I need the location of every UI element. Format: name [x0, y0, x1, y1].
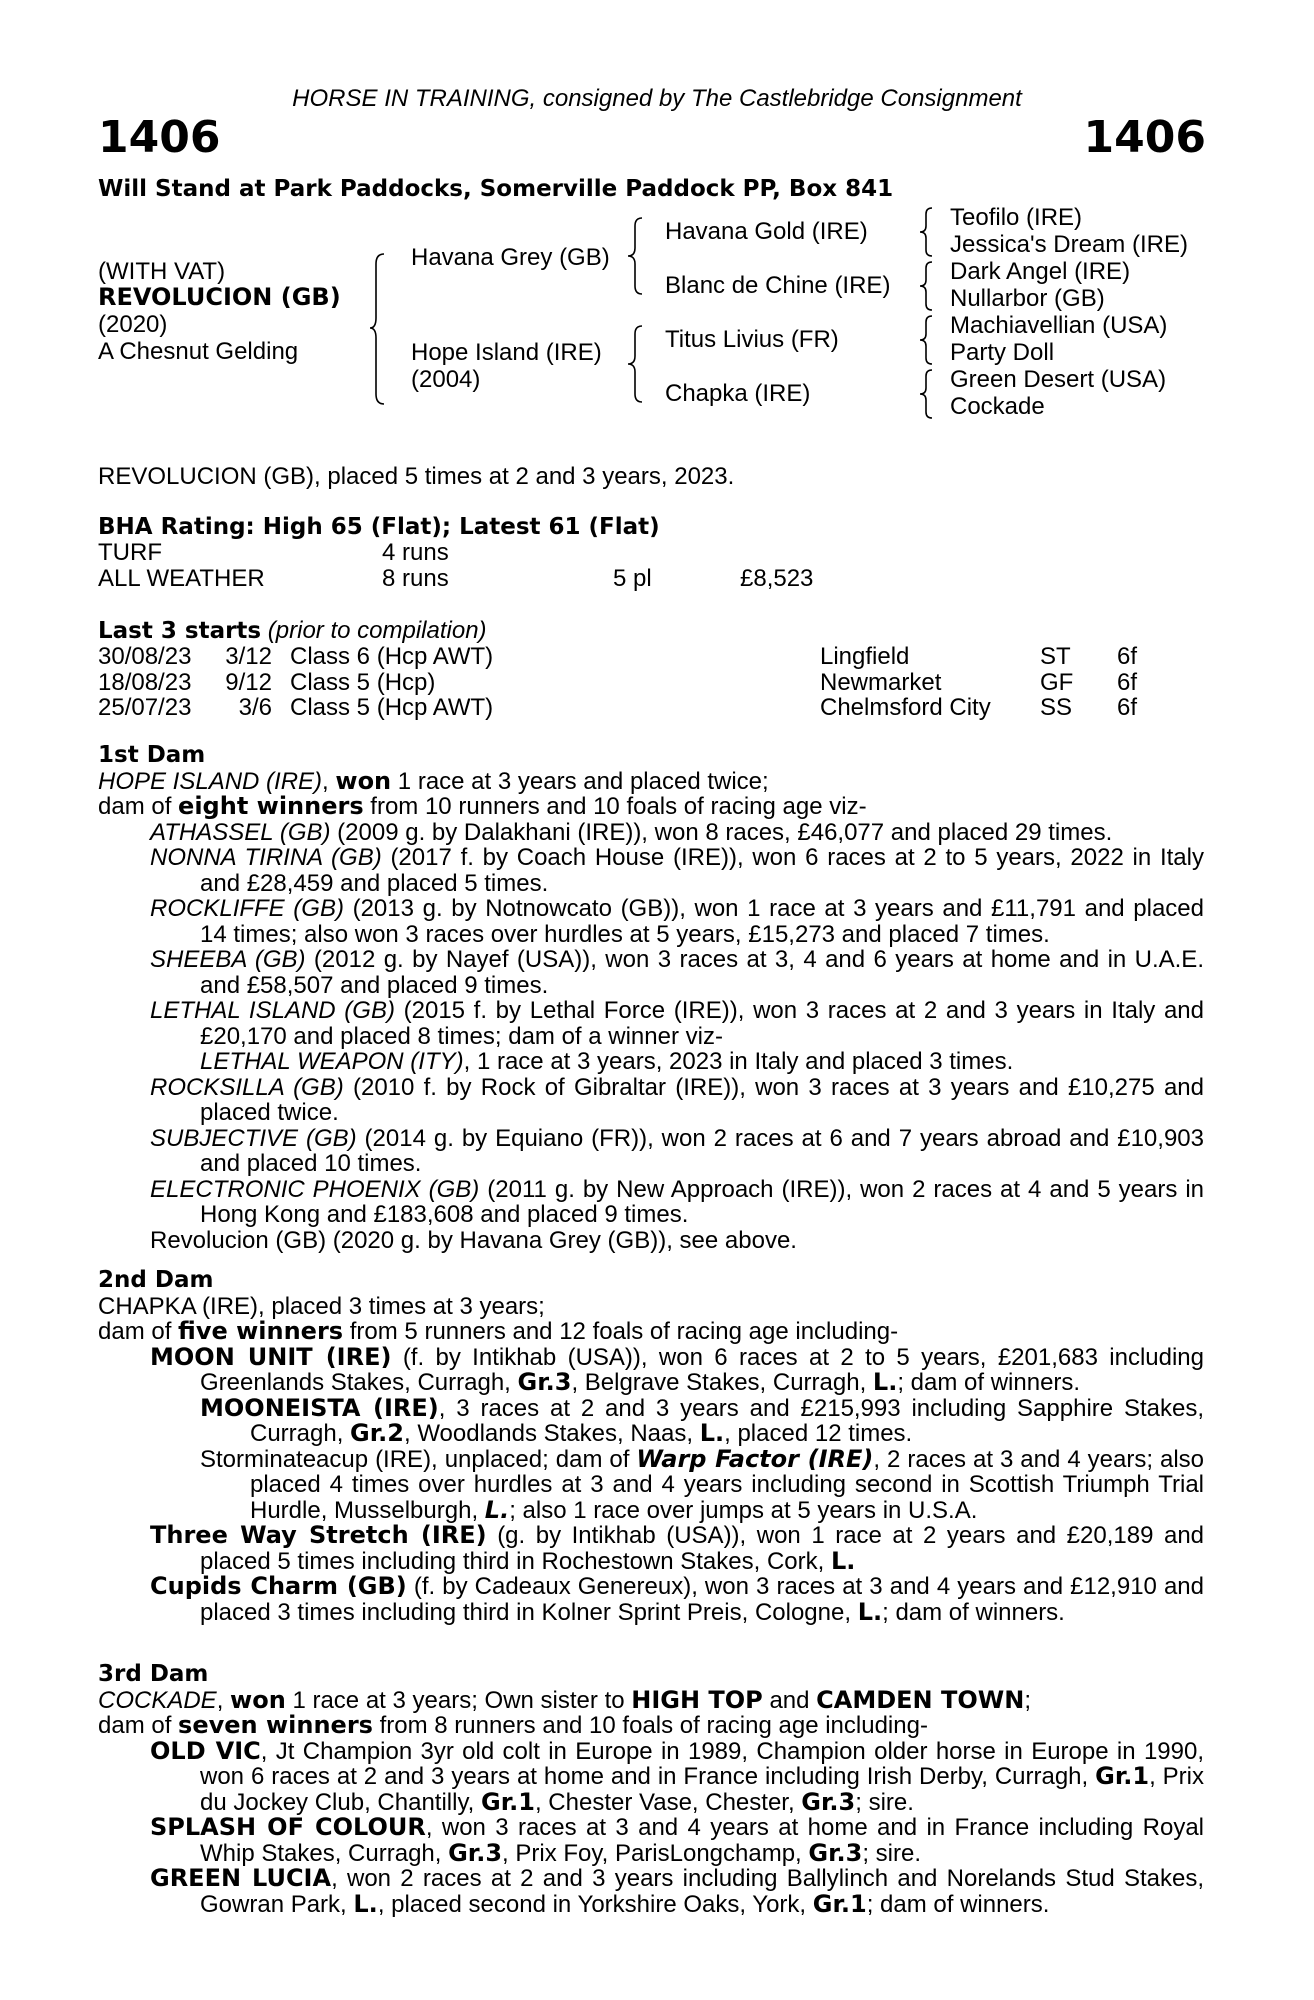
text-segment: ; dam of winners. [882, 1598, 1065, 1626]
text-segment: from 8 runners and 10 foals of racing age including- [372, 1712, 928, 1739]
text-segment: ; sire. [855, 1788, 914, 1816]
progeny-record: (2009 g. by Dalakhani (IRE)), won 8 races, £46,077 and placed 29 times. [330, 818, 1113, 846]
lot-number-right: 1406 [1083, 112, 1206, 163]
first-dam-winners: eight winners [178, 792, 364, 820]
aw-prize: £8,523 [740, 565, 814, 592]
text-segment: 1 race at 3 years; Own sister to [285, 1686, 632, 1714]
listed-label: L. [353, 1889, 378, 1918]
second-dam-line2 [98, 1319, 1204, 1345]
pedigree-sss: Teofilo (IRE) [950, 204, 1083, 231]
sibling-name: HIGH TOP [631, 1685, 763, 1714]
text-segment: , placed 12 times. [724, 1420, 913, 1447]
progeny-old-vic [98, 1736, 1205, 1816]
third-dam-name: COCKADE [98, 1686, 217, 1714]
start-dist: 6f [1117, 643, 1138, 670]
stabling-location: Will Stand at Park Paddocks, Somerville Paddock PP, Box 841 [98, 176, 894, 202]
listed-label: L. [699, 1419, 725, 1447]
pedigree-brace-sd [920, 260, 940, 312]
progeny-name: ROCKSILLA (GB) [150, 1073, 344, 1101]
grade-label: Gr.3 [448, 1838, 503, 1867]
grade-label: Gr.1 [812, 1889, 867, 1918]
first-dam-line1: HOPE ISLAND (IRE), won 1 race at 3 years and placed twice; [98, 766, 769, 795]
start-course: Newmarket [820, 668, 942, 696]
text-segment: (f. by Cadeaux Genereux), won 3 races at 3 and 4 years and £12,910 and placed 3 times including third in Kolner Sprint Preis, Cologne, [200, 1573, 1204, 1626]
start-going: SS [1040, 694, 1073, 721]
progeny-name: GREEN LUCIA [150, 1864, 332, 1892]
vat-status: (WITH VAT) [98, 258, 226, 285]
start-date: 30/08/23 [98, 643, 192, 670]
text-segment: dam of [98, 793, 179, 820]
first-dam-won: won [335, 766, 392, 795]
aw-runs: 8 runs [382, 565, 449, 592]
second-dam-section [98, 1268, 1204, 1625]
progeny-storminateacup [98, 1444, 1204, 1524]
second-dam-winners: five winners [178, 1317, 344, 1345]
start-date: 25/07/23 [98, 694, 192, 721]
progeny-name: SPLASH OF COLOUR [150, 1813, 426, 1841]
grade-label: Gr.2 [350, 1419, 404, 1447]
pedigree-dam-dam: Chapka (IRE) [665, 380, 811, 407]
start-course: Chelmsford City [820, 694, 991, 721]
progeny-three-way-stretch [98, 1523, 1204, 1574]
start-dist: 6f [1117, 694, 1138, 721]
start-course: Lingfield [820, 643, 910, 670]
progeny-name: SHEEBA (GB) [150, 946, 306, 973]
progeny-item [98, 947, 1204, 998]
pedigree-sds: Dark Angel (IRE) [950, 258, 1131, 285]
grade-label: Gr.1 [1095, 1762, 1150, 1790]
text-segment: , 2 races at 3 and 4 years; also placed 4 times over hurdles at 3 and 4 years including second in Scottish Triumph Trial Hurdle, Musselburgh, [250, 1445, 1204, 1524]
pedigree-dam-sire: Titus Livius (FR) [665, 326, 839, 353]
horse-name: REVOLUCION (GB) [98, 283, 341, 311]
grade-label: Gr.3 [517, 1368, 572, 1396]
start-going: ST [1040, 643, 1071, 670]
progeny-name: LETHAL ISLAND (GB) [150, 997, 395, 1024]
aw-placed: 5 pl [613, 565, 652, 592]
text-segment: and [762, 1686, 817, 1714]
first-dam-line2 [98, 794, 1204, 820]
first-dam-title: 1st Dam [98, 742, 206, 768]
text-segment: , Belgrave Stakes, Curragh, [571, 1369, 873, 1396]
text-segment: , Chester Vase, Chester, [534, 1788, 802, 1816]
progeny-mooneista [98, 1393, 1205, 1447]
pedigree-dsd: Party Doll [950, 339, 1055, 366]
text-segment: (g. by Intikhab (USA)), won 1 race at 2 years and £20,189 and placed 5 times including third in Rochestown Stakes, Cork, [200, 1522, 1205, 1575]
grade-label: Gr.3 [808, 1838, 863, 1867]
text-segment: from 10 runners and 10 foals of racing age viz- [363, 793, 867, 820]
last-starts-note: (prior to compilation) [267, 617, 487, 644]
first-dam-progeny [98, 820, 1204, 1050]
progeny-record: (2011 g. by New Approach (IRE)), won 2 races at 4 and 5 years in Hong Kong and £183,608 and placed 9 times. [200, 1175, 1204, 1228]
progeny-name: Warp Factor (IRE) [636, 1444, 874, 1473]
last-starts-title: Last 3 starts [98, 618, 262, 644]
pedigree-brace-sire [628, 216, 652, 296]
text-segment: , won 2 races at 2 and 3 years including Ballylinch and Norelands Stud Stakes, Gowran Park, [200, 1865, 1205, 1918]
first-dam-record: 1 race at 3 years and placed twice; [391, 767, 769, 795]
text-segment: dam of [98, 1712, 179, 1739]
pedigree-brace-gen1 [370, 250, 400, 410]
pedigree-dam-year: (2004) [411, 366, 481, 393]
start-pos: 3/12 [225, 643, 272, 670]
text-segment: ; dam of winners. [866, 1890, 1050, 1918]
pedigree-brace-dam [628, 324, 652, 404]
lot-number-left: 1406 [98, 112, 221, 163]
consignor-line: HORSE IN TRAINING, consigned by The Castlebridge Consignment [292, 85, 1022, 112]
sibling-name: CAMDEN TOWN [816, 1685, 1025, 1714]
progeny-item [98, 896, 1204, 947]
text-segment: , Prix du Jockey Club, Chantilly, [200, 1763, 1205, 1816]
listed-label: L. [484, 1495, 510, 1524]
second-dam-line1: CHAPKA (IRE), placed 3 times at 3 years; [98, 1292, 545, 1320]
bha-rating: BHA Rating: High 65 (Flat); Latest 61 (Flat) [98, 514, 660, 540]
progeny-record: (2012 g. by Nayef (USA)), won 3 races at 3, 4 and 6 years at home and in U.A.E. and £58,507 and placed 9 times. [200, 946, 1204, 999]
progeny-item [98, 845, 1204, 896]
pedigree-brace-ss [920, 206, 940, 258]
last-starts-heading [98, 618, 487, 644]
progeny-record: (2013 g. by Notnowcato (GB)), won 1 race at 3 years and £11,791 and placed 14 times; also won 3 races over hurdles at 5 years, £15,273 and placed 7 times. [200, 895, 1204, 948]
progeny-name: OLD VIC [150, 1736, 261, 1765]
third-dam-title: 3rd Dam [98, 1661, 209, 1687]
progeny-record: (2014 g. by Equiano (FR)), won 2 races at 6 and 7 years abroad and £10,903 and placed 10 times. [200, 1124, 1204, 1177]
grade-label: Gr.1 [481, 1787, 535, 1816]
pedigree-ssd: Jessica's Dream (IRE) [950, 231, 1188, 258]
pedigree-sdd: Nullarbor (GB) [950, 285, 1105, 312]
text-segment: ; [1024, 1686, 1032, 1714]
text-segment: , Prix Foy, ParisLongchamp, [502, 1839, 809, 1867]
listed-label: L. [872, 1368, 898, 1396]
start-date: 18/08/23 [98, 668, 192, 696]
progeny-name: SUBJECTIVE (GB) [150, 1124, 357, 1152]
text-segment: from 5 runners and 12 foals of racing age including- [343, 1318, 899, 1345]
progeny-name: ROCKLIFFE (GB) [150, 895, 344, 922]
progeny-item [98, 1126, 1204, 1177]
third-dam-section [98, 1662, 1204, 1917]
text-segment: , Jt Champion 3yr old colt in Europe in 1989, Champion older horse in Europe in 1990, won 6 races at 2 and 3 years at home and in France including Irish Derby, Curragh, [200, 1737, 1205, 1790]
pedigree-dss: Machiavellian (USA) [950, 312, 1168, 339]
progeny-lethal-weapon [98, 1049, 1204, 1075]
start-dist: 6f [1117, 668, 1138, 696]
text-segment: (f. by Intikhab (USA)), won 6 races at 2 to 5 years, £201,683 including Greenlands Stakes, Curragh, [200, 1343, 1205, 1396]
grandprogeny-record: , 1 race at 3 years, 2023 in Italy and placed 3 times. [463, 1048, 1014, 1075]
progeny-name: Cupids Charm (GB) [150, 1572, 407, 1600]
progeny-name: ATHASSEL (GB) [150, 818, 331, 846]
start-race: Class 5 (Hcp AWT) [290, 694, 494, 721]
progeny-item [98, 820, 1204, 846]
text-segment: won [230, 1685, 286, 1714]
first-dam-name: HOPE ISLAND (IRE) [98, 767, 323, 795]
progeny-splash-of-colour [98, 1815, 1204, 1866]
start-pos: 3/6 [238, 694, 272, 721]
progeny-item [98, 1075, 1204, 1126]
progeny-item [98, 998, 1204, 1049]
progeny-moon-unit [98, 1342, 1205, 1396]
pedigree-sire-dam: Blanc de Chine (IRE) [665, 272, 891, 299]
third-dam-line2 [98, 1713, 1204, 1739]
text-segment: , placed second in Yorkshire Oaks, York, [377, 1890, 813, 1918]
pedigree-ddd: Cockade [950, 393, 1045, 420]
listed-label: L. [857, 1597, 883, 1626]
progeny-cupids-charm [98, 1574, 1204, 1625]
turf-runs: 4 runs [382, 539, 449, 566]
pedigree-sire: Havana Grey (GB) [411, 244, 610, 271]
start-pos: 9/12 [225, 668, 272, 696]
progeny-record: (2017 f. by Coach House (IRE)), won 6 races at 2 to 5 years, 2022 in Italy and £28,459 and placed 5 times. [200, 844, 1204, 897]
text-segment: ; also 1 race over jumps at 5 years in U.S.A. [509, 1496, 978, 1524]
progeny-name: MOON UNIT (IRE) [150, 1342, 392, 1371]
start-race: Class 6 (Hcp AWT) [290, 643, 494, 670]
third-dam-winners: seven winners [178, 1711, 373, 1739]
horse-description: A Chesnut Gelding [98, 338, 299, 365]
text-segment: ; sire. [862, 1839, 922, 1867]
pedigree-brace-ds [920, 314, 940, 366]
foaling-year: (2020) [98, 311, 168, 338]
progeny-name: MOONEISTA (IRE) [200, 1393, 439, 1422]
text-segment: , 3 races at 2 and 3 years and £215,993 including Sapphire Stakes, Curragh, [250, 1394, 1205, 1447]
text-segment: , won 3 races at 3 and 4 years at home and in France including Royal Whip Stakes, Curragh, [200, 1814, 1204, 1867]
third-dam-line1: COCKADE, won 1 race at 3 years; Own sister to HIGH TOP and CAMDEN TOWN; [98, 1685, 1032, 1714]
listed-label: L. [830, 1546, 856, 1575]
pedigree-sire-sire: Havana Gold (IRE) [665, 218, 868, 245]
pedigree-brace-dd [920, 368, 940, 420]
progeny-record: (2010 f. by Rock of Gibraltar (IRE)), won 3 races at 3 years and £10,275 and placed twice. [200, 1073, 1204, 1126]
progeny-name: Three Way Stretch (IRE) [150, 1521, 487, 1549]
progeny-green-lucia [98, 1866, 1204, 1917]
text-segment: ; dam of winners. [897, 1369, 1081, 1396]
text-segment: Storminateacup (IRE), unplaced; dam of [200, 1445, 637, 1473]
text-segment: dam of [98, 1318, 179, 1345]
grandprogeny-name: LETHAL WEAPON (ITY) [200, 1048, 464, 1075]
race-summary: REVOLUCION (GB), placed 5 times at 2 and 3 years, 2023. [98, 463, 735, 490]
progeny-name: ELECTRONIC PHOENIX (GB) [150, 1175, 480, 1203]
turf-label: TURF [98, 539, 162, 566]
progeny-item [98, 1177, 1204, 1228]
grade-label: Gr.3 [801, 1787, 856, 1816]
aw-label: ALL WEATHER [98, 565, 265, 592]
first-dam-section [98, 743, 1204, 1253]
second-dam-title: 2nd Dam [98, 1267, 214, 1293]
start-race: Class 5 (Hcp) [290, 668, 436, 696]
pedigree-dam: Hope Island (IRE) [411, 339, 602, 366]
progeny-name: NONNA TIRINA (GB) [150, 844, 382, 871]
start-going: GF [1040, 668, 1074, 696]
text-segment: , Woodlands Stakes, Naas, [403, 1420, 700, 1447]
progeny-revolucion: Revolucion (GB) (2020 g. by Havana Grey (GB)), see above. [150, 1226, 797, 1254]
pedigree-dds: Green Desert (USA) [950, 366, 1167, 393]
first-dam-progeny-2 [98, 1075, 1204, 1228]
progeny-record: (2015 f. by Lethal Force (IRE)), won 3 races at 2 and 3 years in Italy and £20,170 and placed 8 times; dam of a winner viz- [200, 997, 1204, 1050]
